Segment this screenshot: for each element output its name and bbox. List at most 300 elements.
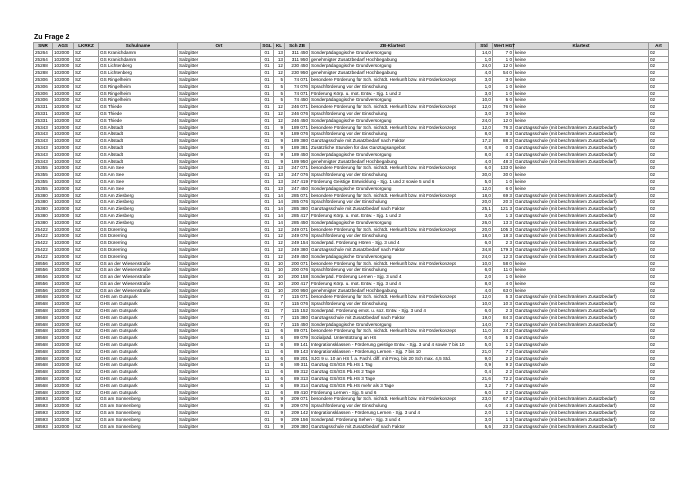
table-row (34, 178, 669, 185)
cell-art: 02 (649, 274, 669, 281)
cell-zb: 246 076 (285, 110, 310, 117)
cell-sgl: 01 (261, 396, 274, 403)
cell-kl: 14 (274, 199, 285, 206)
cell-snr: 25264 (34, 49, 53, 56)
cell-lkrkz: SZ (74, 165, 99, 172)
cell-klartext: Ganztagsschule (514, 342, 649, 349)
cell-ort: Salzgitter (178, 206, 261, 213)
cell-std: 5,0 (476, 178, 493, 185)
cell-ags: 102000 (53, 104, 74, 111)
cell-kl: 9 (274, 403, 285, 410)
cell-ort: Salzgitter (178, 410, 261, 417)
cell-lkrkz: SZ (74, 97, 99, 104)
cell-std: 11,0 (476, 328, 493, 335)
cell-zb: 89 143 (285, 348, 310, 355)
cell-std: 6,0 (476, 389, 493, 396)
cell-snr: 25380 (34, 192, 53, 199)
cell-kl: 6 (274, 369, 285, 376)
cell-zb: 249 154 (285, 240, 310, 247)
cell-ort: Salzgitter (178, 178, 261, 185)
cell-sgl: 11 (261, 328, 274, 335)
cell-zb: 209 071 (285, 396, 310, 403)
cell-klartext: Ganztagsschule (514, 328, 649, 335)
cell-wert-hgt: 76 0 (493, 104, 514, 111)
cell-ort: Salzgitter (178, 396, 261, 403)
cell-lkrkz: SZ (74, 274, 99, 281)
cell-schulname: GHS am Gutspark (99, 335, 178, 342)
table-row (34, 240, 669, 247)
col-header-zb-klartext: ZB-Klartext (310, 43, 476, 50)
cell-zb-klartext: Ganztagsschule mit Zusatzbedarf nach Faktor (310, 206, 476, 213)
cell-zb: 115 076 (285, 301, 310, 308)
cell-schulname: GS an der Wiesenstraße (99, 274, 178, 281)
cell-ags: 102000 (53, 131, 74, 138)
cell-kl: 13 (274, 185, 285, 192)
cell-sgl: 01 (261, 151, 274, 158)
cell-art: 02 (649, 56, 669, 63)
cell-zb-klartext: besondere Förderung für Sch. nichtdt. Herkunft bzw. mit Förderkonzept (310, 192, 476, 199)
cell-ags: 102000 (53, 124, 74, 131)
cell-snr: 25422 (34, 253, 53, 260)
cell-lkrkz: SZ (74, 396, 99, 403)
cell-std: 0,4 (476, 369, 493, 376)
cell-art: 02 (649, 423, 669, 430)
table-row (34, 355, 669, 362)
cell-ort: Salzgitter (178, 185, 261, 192)
cell-wert-hgt: 7 2 (493, 382, 514, 389)
cell-kl: 13 (274, 178, 285, 185)
cell-klartext: keine (514, 274, 649, 281)
cell-wert-hgt: 133 0 (493, 165, 514, 172)
table-row (34, 192, 669, 199)
cell-zb: 89 314 (285, 382, 310, 389)
cell-lkrkz: SZ (74, 348, 99, 355)
table-row (34, 294, 669, 301)
cell-klartext: keine (514, 185, 649, 192)
cell-klartext: keine (514, 83, 649, 90)
cell-wert-hgt: 5 3 (493, 294, 514, 301)
cell-lkrkz: SZ (74, 212, 99, 219)
cell-wert-hgt: 58 0 (493, 260, 514, 267)
cell-lkrkz: SZ (74, 423, 99, 430)
cell-wert-hgt: 1 0 (493, 178, 514, 185)
cell-art: 02 (649, 144, 669, 151)
col-header-sch-zb (285, 43, 310, 50)
cell-klartext: Ganztagsschule (514, 389, 649, 396)
cell-kl: 9 (274, 423, 285, 430)
cell-lkrkz: SZ (74, 267, 99, 274)
cell-kl: 13 (274, 56, 285, 63)
cell-kl: 9 (274, 158, 285, 165)
table-row (34, 280, 669, 287)
cell-schulname: GS an der Wiesenstraße (99, 260, 178, 267)
cell-ags: 102000 (53, 328, 74, 335)
cell-kl: 7 (274, 321, 285, 328)
cell-art: 02 (649, 308, 669, 315)
cell-sgl: 01 (261, 226, 274, 233)
cell-lkrkz: SZ (74, 63, 99, 70)
cell-kl: 13 (274, 165, 285, 172)
cell-snr: 25343 (34, 151, 53, 158)
cell-zb: 115 450 (285, 321, 310, 328)
cell-snr: 38568 (34, 314, 53, 321)
cell-snr: 25343 (34, 158, 53, 165)
cell-wert-hgt: 7 0 (493, 49, 514, 56)
cell-zb-klartext: Sonderpädagogische Grundversorgung (310, 219, 476, 226)
cell-zb-klartext: Ganztagsschule mit Zusatzbedarf nach Faktor (310, 246, 476, 253)
cell-art: 02 (649, 294, 669, 301)
cell-snr: 38568 (34, 369, 53, 376)
cell-art: 02 (649, 49, 669, 56)
cell-zb: 249 076 (285, 233, 310, 240)
cell-ort: Salzgitter (178, 212, 261, 219)
cell-ags: 102000 (53, 165, 74, 172)
cell-ort: Salzgitter (178, 335, 261, 342)
cell-ags: 102000 (53, 369, 74, 376)
cell-sgl: 11 (261, 376, 274, 383)
cell-snr: 38568 (34, 382, 53, 389)
cell-zb-klartext: genehmigter Zusatzbedarf Hochbegabung (310, 158, 476, 165)
cell-snr: 38556 (34, 267, 53, 274)
cell-sgl: 01 (261, 240, 274, 247)
cell-sgl: 01 (261, 131, 274, 138)
cell-schulname: GHS am Gutspark (99, 355, 178, 362)
cell-snr: 25422 (34, 240, 53, 247)
cell-klartext: keine (514, 260, 649, 267)
cell-kl: 9 (274, 416, 285, 423)
cell-wert-hgt: 54 0 (493, 70, 514, 77)
cell-art: 02 (649, 212, 669, 219)
cell-std: 26,0 (476, 219, 493, 226)
cell-zb: 209 142 (285, 410, 310, 417)
cell-art: 02 (649, 389, 669, 396)
cell-zb-klartext: Sprachförderung vor der Einschulung (310, 301, 476, 308)
cell-sgl: 01 (261, 280, 274, 287)
cell-lkrkz: SZ (74, 192, 99, 199)
cell-zb: 189 950 (285, 158, 310, 165)
cell-kl: 14 (274, 212, 285, 219)
cell-snr: 38593 (34, 423, 53, 430)
cell-ort: Salzgitter (178, 192, 261, 199)
cell-zb: 200 076 (285, 267, 310, 274)
cell-art: 02 (649, 396, 669, 403)
cell-art: 02 (649, 76, 669, 83)
cell-wert-hgt: 30 0 (493, 172, 514, 179)
table-row (34, 63, 669, 70)
cell-ort: Salzgitter (178, 83, 261, 90)
col-header-wert: Wert (494, 43, 505, 48)
cell-std: 12,0 (476, 185, 493, 192)
cell-art: 02 (649, 321, 669, 328)
cell-klartext: Ganztagsschule (514, 355, 649, 362)
cell-sgl: 11 (261, 342, 274, 349)
cell-lkrkz: SZ (74, 403, 99, 410)
cell-ags: 102000 (53, 389, 74, 396)
cell-lkrkz: SZ (74, 246, 99, 253)
cell-schulname: GS am Sonnenberg (99, 396, 178, 403)
cell-klartext: Ganztagsschule (mit beschränktem Zusatzbedarf) (514, 131, 649, 138)
cell-ort: Salzgitter (178, 260, 261, 267)
cell-klartext: keine (514, 104, 649, 111)
cell-snr: 38568 (34, 301, 53, 308)
cell-art: 02 (649, 376, 669, 383)
cell-ags: 102000 (53, 287, 74, 294)
cell-snr: 25343 (34, 131, 53, 138)
cell-ort: Salzgitter (178, 151, 261, 158)
cell-wert-hgt: 13 3 (493, 219, 514, 226)
cell-snr: 25380 (34, 212, 53, 219)
cell-sgl: 01 (261, 144, 274, 151)
cell-zb-klartext: genehmigter Zusatzbedarf Hochbegabung (310, 56, 476, 63)
cell-klartext: keine (514, 110, 649, 117)
cell-zb-klartext: Ganztag GS/IGS Pb.HS 2 Tage (310, 369, 476, 376)
cell-schulname: GS an der Wiesenstraße (99, 280, 178, 287)
cell-ags: 102000 (53, 376, 74, 383)
cell-lkrkz: SZ (74, 144, 99, 151)
cell-ags: 102000 (53, 185, 74, 192)
cell-lkrkz: SZ (74, 240, 99, 247)
cell-wert-hgt: 3 0 (493, 76, 514, 83)
cell-kl: 12 (274, 246, 285, 253)
cell-ort: Salzgitter (178, 124, 261, 131)
cell-art: 02 (649, 70, 669, 77)
cell-zb: 74 071 (285, 90, 310, 97)
cell-ort: Salzgitter (178, 165, 261, 172)
cell-wert-hgt: 4 0 (493, 280, 514, 287)
cell-zb: 189 071 (285, 124, 310, 131)
cell-wert-hgt: 24 2 (493, 328, 514, 335)
cell-zb-klartext: Ganztag GS/IGS Pb.HS 1 Tag (310, 362, 476, 369)
cell-snr: 38568 (34, 294, 53, 301)
cell-zb: 247 076 (285, 172, 310, 179)
cell-zb-klartext: Sonderpädagogische Grundversorgung (310, 151, 476, 158)
cell-ags: 102000 (53, 192, 74, 199)
cell-ags: 102000 (53, 151, 74, 158)
cell-wert-hgt: 11 0 (493, 267, 514, 274)
cell-ort: Salzgitter (178, 199, 261, 206)
cell-sgl: 01 (261, 56, 274, 63)
cell-art: 02 (649, 301, 669, 308)
cell-lkrkz: SZ (74, 369, 99, 376)
table-row (34, 83, 669, 90)
cell-wert-hgt: 4 3 (493, 151, 514, 158)
cell-zb-klartext: Sonderpäd. Förderung emot. u. soz. Entw. - Sjg. 3 und 4 (310, 308, 476, 315)
cell-kl: 7 (274, 301, 285, 308)
cell-ags: 102000 (53, 49, 74, 56)
cell-std: 24,0 (476, 63, 493, 70)
cell-zb-klartext: Sprachförderung vor der Einschulung (310, 403, 476, 410)
cell-ort: Salzgitter (178, 131, 261, 138)
cell-schulname: GS Lichtenberg (99, 63, 178, 70)
cell-schulname: GS Thiede (99, 104, 178, 111)
cell-klartext: Ganztagsschule (mit beschränktem Zusatzbedarf) (514, 410, 649, 417)
cell-art: 02 (649, 348, 669, 355)
cell-klartext: Ganztagsschule (mit beschränktem Zusatzbedarf) (514, 314, 649, 321)
cell-std: 23,0 (476, 396, 493, 403)
table-row (34, 342, 669, 349)
cell-lkrkz: SZ (74, 410, 99, 417)
cell-sgl: 01 (261, 267, 274, 274)
cell-klartext: Ganztagsschule (mit beschränktem Zusatzbedarf) (514, 124, 649, 131)
cell-wert-hgt: 2 2 (493, 389, 514, 396)
cell-lkrkz: SZ (74, 226, 99, 233)
cell-ort: Salzgitter (178, 294, 261, 301)
cell-snr: 25343 (34, 144, 53, 151)
cell-std: 8,0 (476, 280, 493, 287)
cell-lkrkz: SZ (74, 178, 99, 185)
cell-schulname: GS Dürerring (99, 246, 178, 253)
cell-std: 9,0 (476, 355, 493, 362)
cell-sgl: 01 (261, 110, 274, 117)
cell-zb: 115 152 (285, 308, 310, 315)
cell-schulname: GS Am Ziesberg (99, 212, 178, 219)
cell-schulname: GHS am Gutspark (99, 369, 178, 376)
cell-schulname: GS Thiede (99, 117, 178, 124)
cell-zb: 89 313 (285, 376, 310, 383)
cell-kl: 6 (274, 348, 285, 355)
cell-sgl: 01 (261, 308, 274, 315)
cell-klartext: keine (514, 117, 649, 124)
cell-ags: 102000 (53, 90, 74, 97)
cell-kl: 10 (274, 260, 285, 267)
cell-ort: Salzgitter (178, 287, 261, 294)
cell-klartext: keine (514, 165, 649, 172)
cell-klartext: Ganztagsschule (mit beschränktem Zusatzbedarf) (514, 321, 649, 328)
cell-ort: Salzgitter (178, 267, 261, 274)
cell-std: 4,0 (476, 403, 493, 410)
cell-sgl: 01 (261, 199, 274, 206)
cell-std: 10,0 (476, 301, 493, 308)
cell-sgl: 01 (261, 70, 274, 77)
table-row (34, 185, 669, 192)
cell-std: 1,0 (476, 56, 493, 63)
cell-kl: 12 (274, 110, 285, 117)
document-title: Zu Frage 2 (34, 34, 70, 41)
cell-wert-hgt: 2 3 (493, 308, 514, 315)
table-row (34, 138, 669, 145)
cell-ags: 102000 (53, 301, 74, 308)
table-row (34, 274, 669, 281)
cell-zb: 209 156 (285, 416, 310, 423)
cell-schulname: GS Ringelheim (99, 83, 178, 90)
table-row (34, 199, 669, 206)
cell-wert-hgt: 9 2 (493, 362, 514, 369)
cell-zb-klartext: Zusätzliche Stunden für das Ganztagsangebot (310, 144, 476, 151)
cell-lkrkz: SZ (74, 151, 99, 158)
cell-klartext: keine (514, 267, 649, 274)
cell-snr: 38593 (34, 403, 53, 410)
cell-lkrkz: SZ (74, 376, 99, 383)
cell-art: 02 (649, 63, 669, 70)
cell-zb-klartext: Sprachförderung vor der Einschulung (310, 83, 476, 90)
cell-art: 02 (649, 165, 669, 172)
cell-art: 02 (649, 267, 669, 274)
cell-ort: Salzgitter (178, 423, 261, 430)
cell-snr: 25422 (34, 233, 53, 240)
cell-zb-klartext: Sonderpäd. Förderung Sehen - Sjg. 3 und 4 (310, 416, 476, 423)
table-row (34, 56, 669, 63)
cell-zb-klartext: Förderung Körp. u. mot. Entw. - Sjg. 1 und 2 (310, 212, 476, 219)
cell-std: 4,0 (476, 158, 493, 165)
cell-art: 02 (649, 219, 669, 226)
cell-klartext: Ganztagsschule (mit beschränktem Zusatzbedarf) (514, 423, 649, 430)
col-header-schulname: Schulname (99, 43, 178, 50)
cell-zb: 189 076 (285, 131, 310, 138)
cell-schulname: GS Dürerring (99, 240, 178, 247)
cell-klartext: Ganztagsschule (mit beschränktem Zusatzbedarf) (514, 138, 649, 145)
cell-zb-klartext: Ganztagsschule mit Zusatzbedarf nach Faktor (310, 423, 476, 430)
cell-wert-hgt: 4 3 (493, 403, 514, 410)
cell-snr: 25380 (34, 206, 53, 213)
cell-ort: Salzgitter (178, 253, 261, 260)
cell-snr: 25288 (34, 63, 53, 70)
cell-kl: 7 (274, 308, 285, 315)
cell-ort: Salzgitter (178, 70, 261, 77)
cell-lkrkz: SZ (74, 83, 99, 90)
cell-zb-klartext: Sprachförderung vor der Einschulung (310, 267, 476, 274)
cell-kl: 5 (274, 97, 285, 104)
cell-ags: 102000 (53, 70, 74, 77)
cell-zb-klartext: Sonderpädagogische Grundversorgung (310, 321, 476, 328)
col-header-kl: KL (274, 43, 285, 50)
cell-kl: 6 (274, 355, 285, 362)
cell-zb: 285 071 (285, 192, 310, 199)
cell-zb-klartext: Sprachförderung vor der Einschulung (310, 110, 476, 117)
cell-ags: 102000 (53, 348, 74, 355)
cell-kl: 5 (274, 83, 285, 90)
table-row (34, 423, 669, 430)
cell-lkrkz: SZ (74, 110, 99, 117)
cell-std: 1,0 (476, 83, 493, 90)
cell-ort: Salzgitter (178, 376, 261, 383)
cell-klartext: Ganztagsschule (mit beschränktem Zusatzbedarf) (514, 192, 649, 199)
cell-snr: 25288 (34, 70, 53, 77)
cell-kl: 6 (274, 382, 285, 389)
cell-art: 02 (649, 104, 669, 111)
cell-sgl: 01 (261, 287, 274, 294)
cell-lkrkz: SZ (74, 335, 99, 342)
cell-kl: 10 (274, 280, 285, 287)
cell-ort: Salzgitter (178, 144, 261, 151)
cell-kl: 14 (274, 206, 285, 213)
cell-snr: 25355 (34, 172, 53, 179)
cell-snr: 38568 (34, 308, 53, 315)
cell-klartext: Ganztagsschule (mit beschränktem Zusatzbedarf) (514, 144, 649, 151)
cell-ags: 102000 (53, 294, 74, 301)
cell-art: 02 (649, 410, 669, 417)
cell-ags: 102000 (53, 382, 74, 389)
cell-zb: 249 071 (285, 226, 310, 233)
cell-ags: 102000 (53, 314, 74, 321)
cell-klartext: Ganztagsschule (514, 382, 649, 389)
cell-sgl: 01 (261, 165, 274, 172)
cell-zb-klartext: genehmigter Zusatzbedarf Hochbegabung (310, 287, 476, 294)
cell-lkrkz: SZ (74, 355, 99, 362)
cell-schulname: GS Altstadt (99, 144, 178, 151)
cell-snr: 25343 (34, 138, 53, 145)
cell-zb: 230 950 (285, 70, 310, 77)
cell-wert-hgt: 1 0 (493, 56, 514, 63)
cell-lkrkz: SZ (74, 49, 99, 56)
cell-klartext: Ganztagsschule (mit beschränktem Zusatzbedarf) (514, 294, 649, 301)
cell-kl: 12 (274, 63, 285, 70)
cell-kl: 9 (274, 396, 285, 403)
cell-std: 18,0 (476, 192, 493, 199)
cell-ort: Salzgitter (178, 49, 261, 56)
cell-std: 25,1 (476, 206, 493, 213)
cell-std: 19,0 (476, 314, 493, 321)
cell-ags: 102000 (53, 206, 74, 213)
